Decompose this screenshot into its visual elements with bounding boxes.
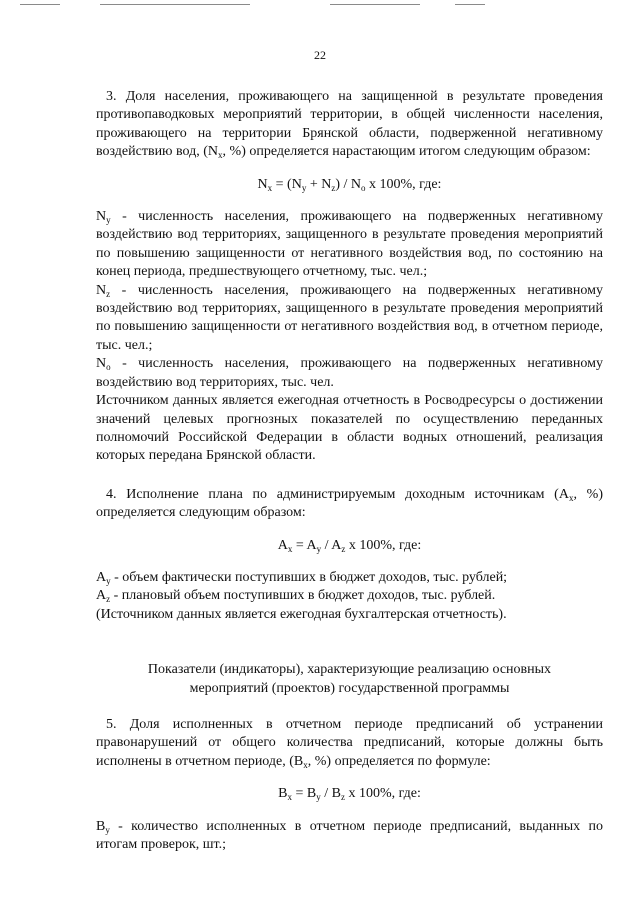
scan-edge-artifact bbox=[0, 0, 640, 12]
item-4-formula: $A_x = A_y / A_z$ x 100%, где: bbox=[277, 537, 422, 554]
item-4-paragraph: 4. Исполнение плана по администрируемым доходным источникам ($A_x$, %) определяется следующим образом: bbox=[96, 486, 603, 521]
section-heading-line-1: Показатели (индикаторы), характеризующие реализацию основных bbox=[147, 662, 552, 678]
item-3-paragraph: 3. Доля населения, проживающего на защищенной в результате проведения противопаводковых мероприятий территории, в общей численности населения, проживающего на территории Брянской области, подверженной негативному воздействию вод, ($N_x$, %) определяется нарастающим итогом следующим образом: bbox=[96, 89, 603, 161]
definition-ay: $A_y$ - объем фактически поступивших в бюджет доходов, тыс. рублей; bbox=[96, 569, 508, 586]
item-5-paragraph: 5. Доля исполненных в отчетном периоде предписаний об устранении правонарушений от общего количества предписаний, которые должны быть исполнены в отчетном периоде, ($B_x$, %) определяется по формуле: bbox=[96, 716, 603, 770]
definition-no: $N_o$ - численность населения, проживающего на подверженных негативному воздействию вод территориях, тыс. чел. bbox=[96, 356, 603, 390]
item-4-source: (Источником данных является ежегодная бухгалтерская отчетность). bbox=[96, 606, 507, 622]
section-heading-line-2: мероприятий (проектов) государственной программы bbox=[189, 680, 510, 696]
item-5-formula: $B_x = B_y / B_z$ x 100%, где: bbox=[278, 786, 421, 803]
definition-nz: $N_z$ - численность населения, проживающего на подверженных негативному воздействию вод территориях, защищенного в результате проведения мероприятий по повышению защищенности от негативного воздействия вод, в отчетном периоде, тыс. чел.; bbox=[96, 282, 603, 353]
definition-ny: $N_y$ - численность населения, проживающего на подверженных негативному воздействию вод территориях, защищенного в результате проведения мероприятий по повышению защищенности от негативного воздействия вод, по состоянию на конец периода, предшествующего отчетному, тыс. чел.; bbox=[96, 209, 603, 280]
page-number: 22 bbox=[314, 48, 326, 62]
item-3-formula: $N_x = (N_y + N_z) / N_o$ x 100%, где: bbox=[257, 176, 442, 193]
definition-az: $A_z$ - плановый объем поступивших в бюджет доходов, тыс. рублей. bbox=[96, 588, 496, 605]
item-3-source: Источником данных является ежегодная отчетность в Росводресурсы о достижении значений целевых прогнозных показателей по осуществлению переданных полномочий Российской Федерации в области водных отношений, реализация которых передана Брянской области. bbox=[96, 393, 603, 464]
document-body bbox=[96, 88, 603, 854]
definition-by: $B_y$ - количество исполненных в отчетном периоде предписаний, выданных по итогам проверок, шт.; bbox=[96, 818, 603, 852]
